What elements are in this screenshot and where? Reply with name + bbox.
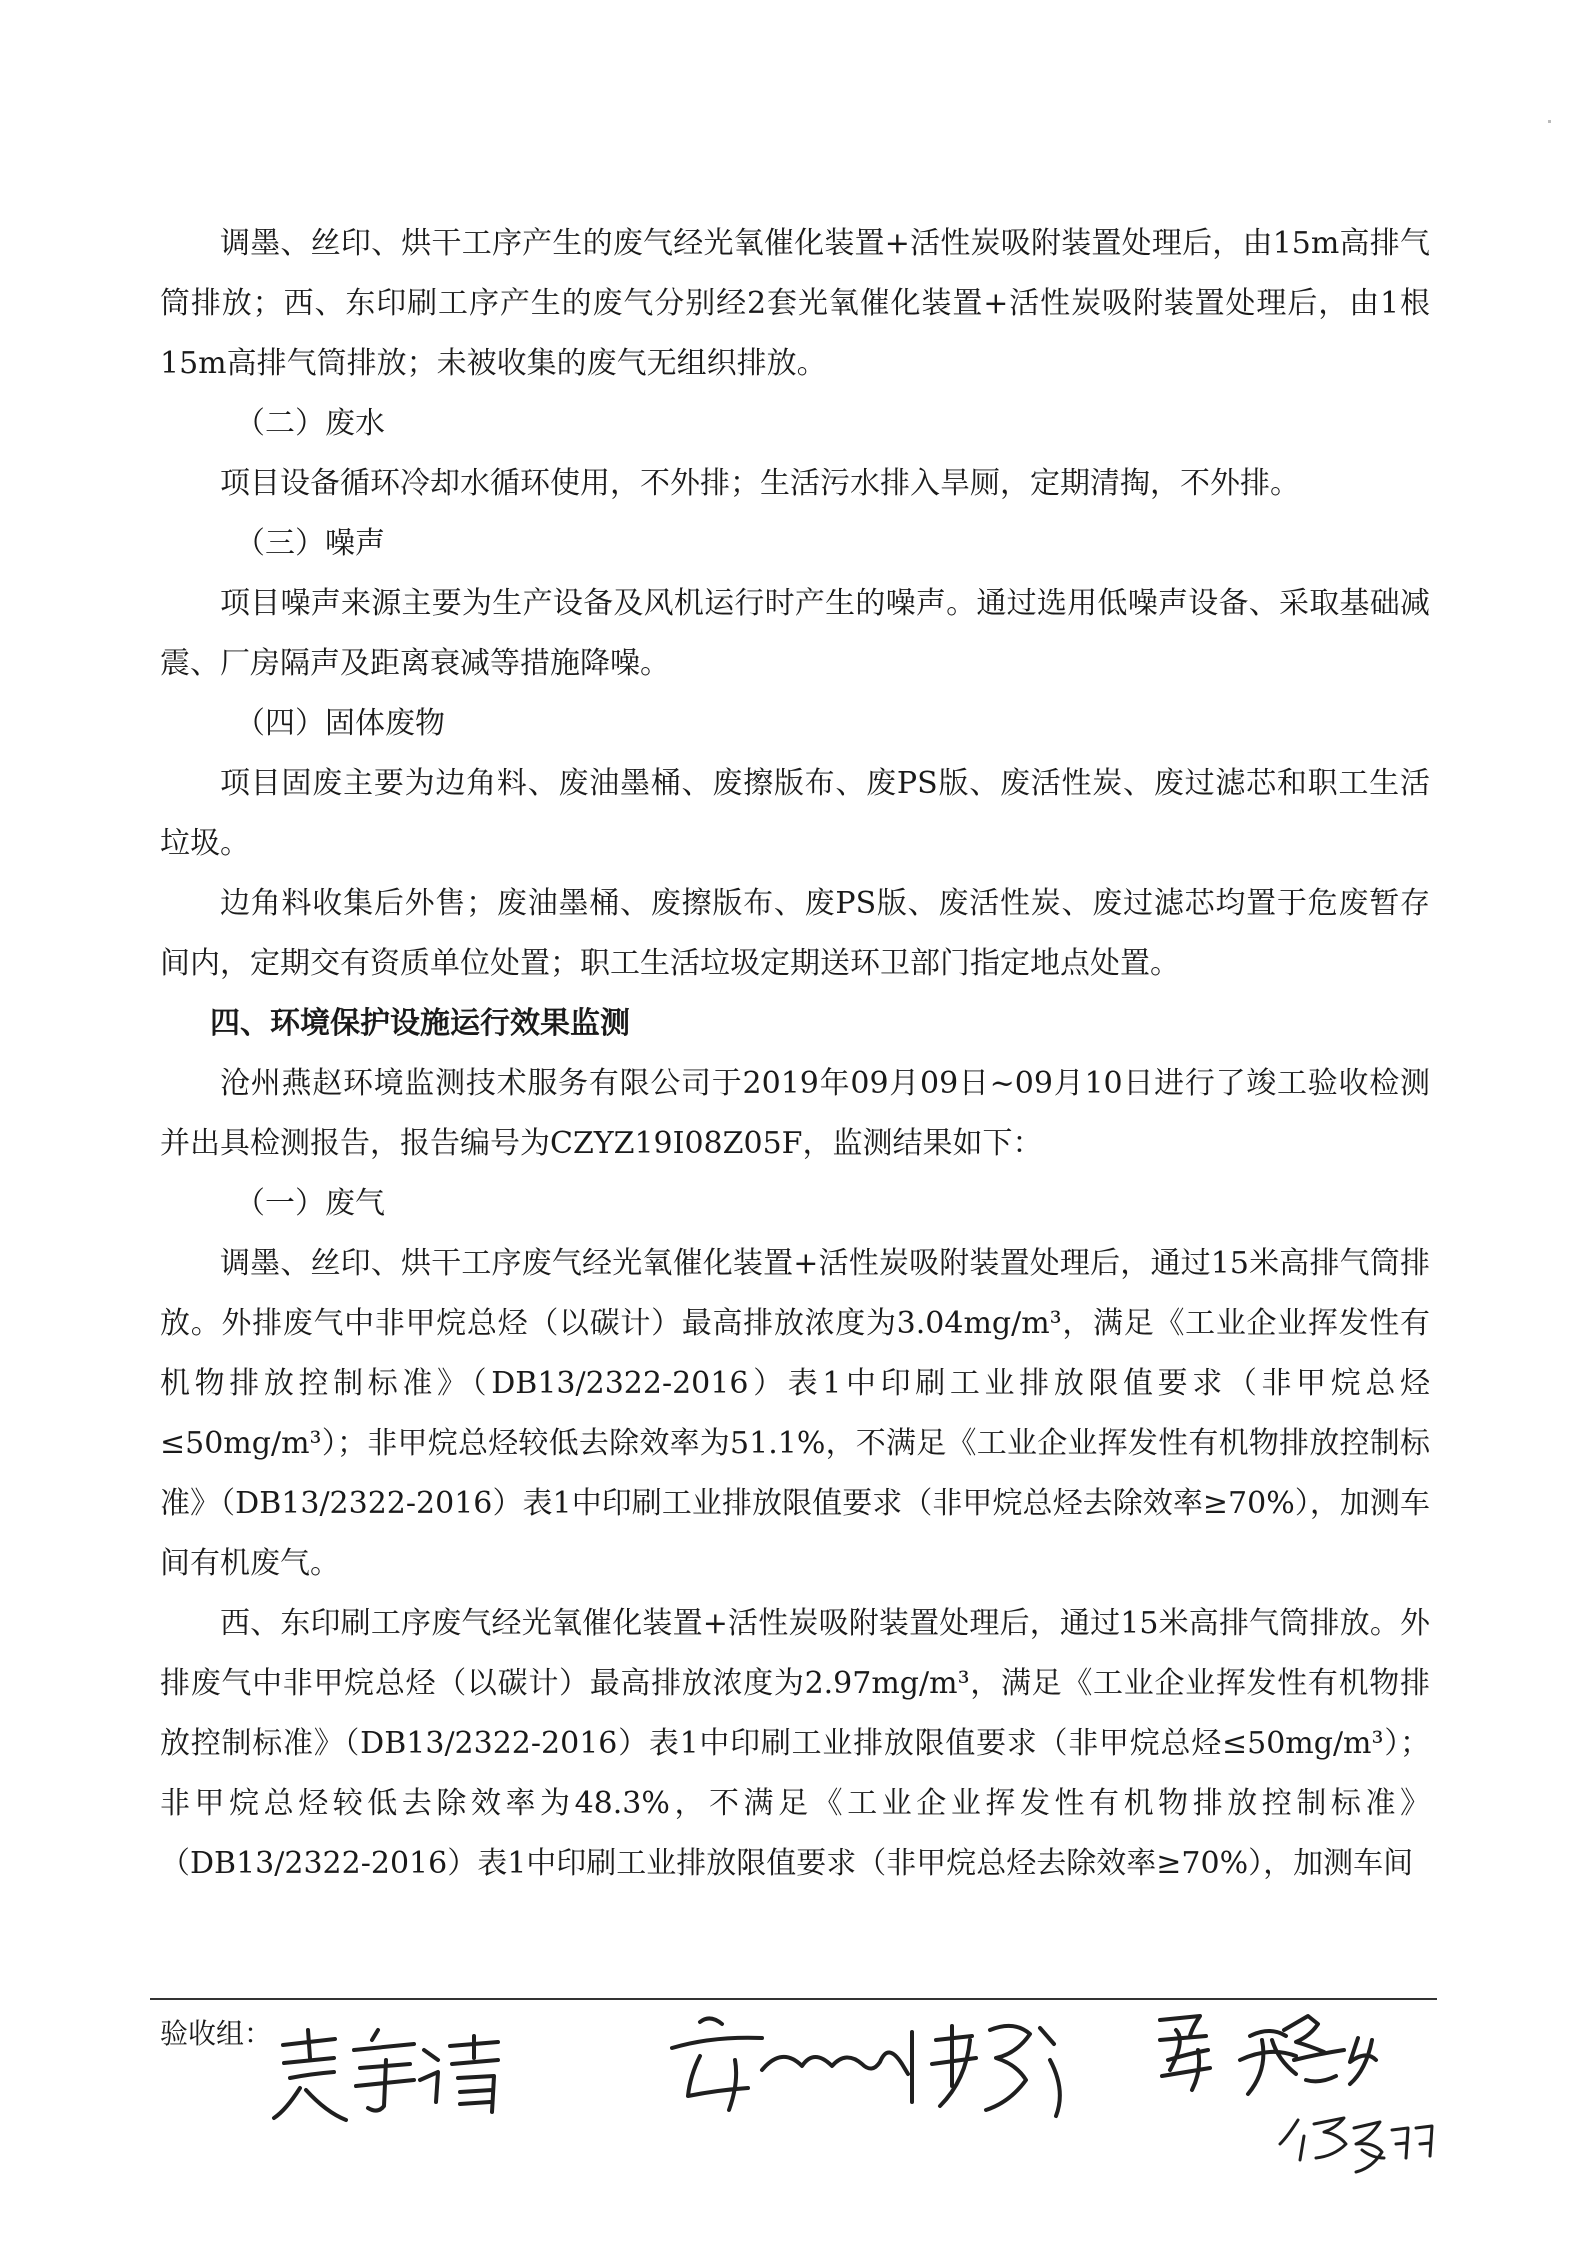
signature-6 xyxy=(1280,2118,1432,2172)
signature-5 xyxy=(1284,2016,1376,2084)
paragraph-wastewater: 项目设备循环冷却水循环使用，不外排；生活污水排入旱厕，定期清掏，不外排。 xyxy=(220,466,1300,501)
paragraph-waste-gas-treatment: 调墨、丝印、烘干工序产生的废气经光氧催化装置+活性炭吸附装置处理后，由15m高排气筒排放；西、东印刷工序产生的废气分别经2套光氧催化装置+活性炭吸附装置处理后，由1根15m高排气筒排放；未被收集的废气无组织排放。 xyxy=(160,226,1430,381)
subheading-wastewater: （二）废水 xyxy=(235,406,385,441)
signature-4 xyxy=(1160,2016,1296,2094)
section-heading-monitoring: 四、环境保护设施运行效果监测 xyxy=(210,1006,630,1041)
paragraph-solid-waste-disposal: 边角料收集后外售；废油墨桶、废擦版布、废PS版、废活性炭、废过滤芯均置于危废暂存间内，定期交有资质单位处置；职工生活垃圾定期送环卫部门指定地点处置。 xyxy=(160,886,1430,981)
subheading-solid-waste: （四）固体废物 xyxy=(235,706,445,741)
paragraph-noise: 项目噪声来源主要为生产设备及风机运行时产生的噪声。通过选用低噪声设备、采取基础减震、厂房隔声及距离衰减等措施降噪。 xyxy=(160,586,1430,681)
scan-speck xyxy=(1548,120,1551,123)
body-text xyxy=(160,214,1430,1894)
paragraph-waste-gas-result-1: 调墨、丝印、烘干工序废气经光氧催化装置+活性炭吸附装置处理后，通过15米高排气筒排放。外排废气中非甲烷总烃（以碳计）最高排放浓度为3.04mg/m³，满足《工业企业挥发性有机物排放控制标准》（DB13/2322-2016）表1中印刷工业排放限值要求（非甲烷总烃≤50mg/m³）；非甲烷总烃较低去除效率为51.1%，不满足《工业企业挥发性有机物排放控制标准》（DB13/2322-2016）表1中印刷工业排放限值要求（非甲烷总烃去除效率≥70%），加测车间有机废气。 xyxy=(160,1246,1430,1581)
subheading-noise: （三）噪声 xyxy=(235,526,385,561)
paragraph-solid-waste-sources: 项目固废主要为边角料、废油墨桶、废擦版布、废PS版、废活性炭、废过滤芯和职工生活垃圾。 xyxy=(160,766,1430,861)
footer-divider xyxy=(150,1998,1437,2000)
paragraph-monitoring-intro: 沧州燕赵环境监测技术服务有限公司于2019年09月09日~09月10日进行了竣工验收检测并出具检测报告，报告编号为CZYZ19I08Z05F，监测结果如下： xyxy=(160,1066,1430,1161)
signature-3 xyxy=(932,2026,1060,2116)
acceptance-group-label: 验收组： xyxy=(160,2017,273,2050)
paragraph-waste-gas-result-2: 西、东印刷工序废气经光氧催化装置+活性炭吸附装置处理后，通过15米高排气筒排放。外排废气中非甲烷总烃（以碳计）最高排放浓度为2.97mg/m³，满足《工业企业挥发性有机物排放控制标准》（DB13/2322-2016）表1中印刷工业排放限值要求（非甲烷总烃≤50mg/m³）；非甲烷总烃较低去除效率为48.3%，不满足《工业企业挥发性有机物排放控制标准》（DB13/2322-2016）表1中印刷工业排放限值要求（非甲烷总烃去除效率≥70%），加测车间 xyxy=(160,1606,1430,1881)
signature-1 xyxy=(274,2030,498,2120)
signature-2 xyxy=(672,2018,912,2110)
subheading-waste-gas: （一）废气 xyxy=(235,1186,385,1221)
